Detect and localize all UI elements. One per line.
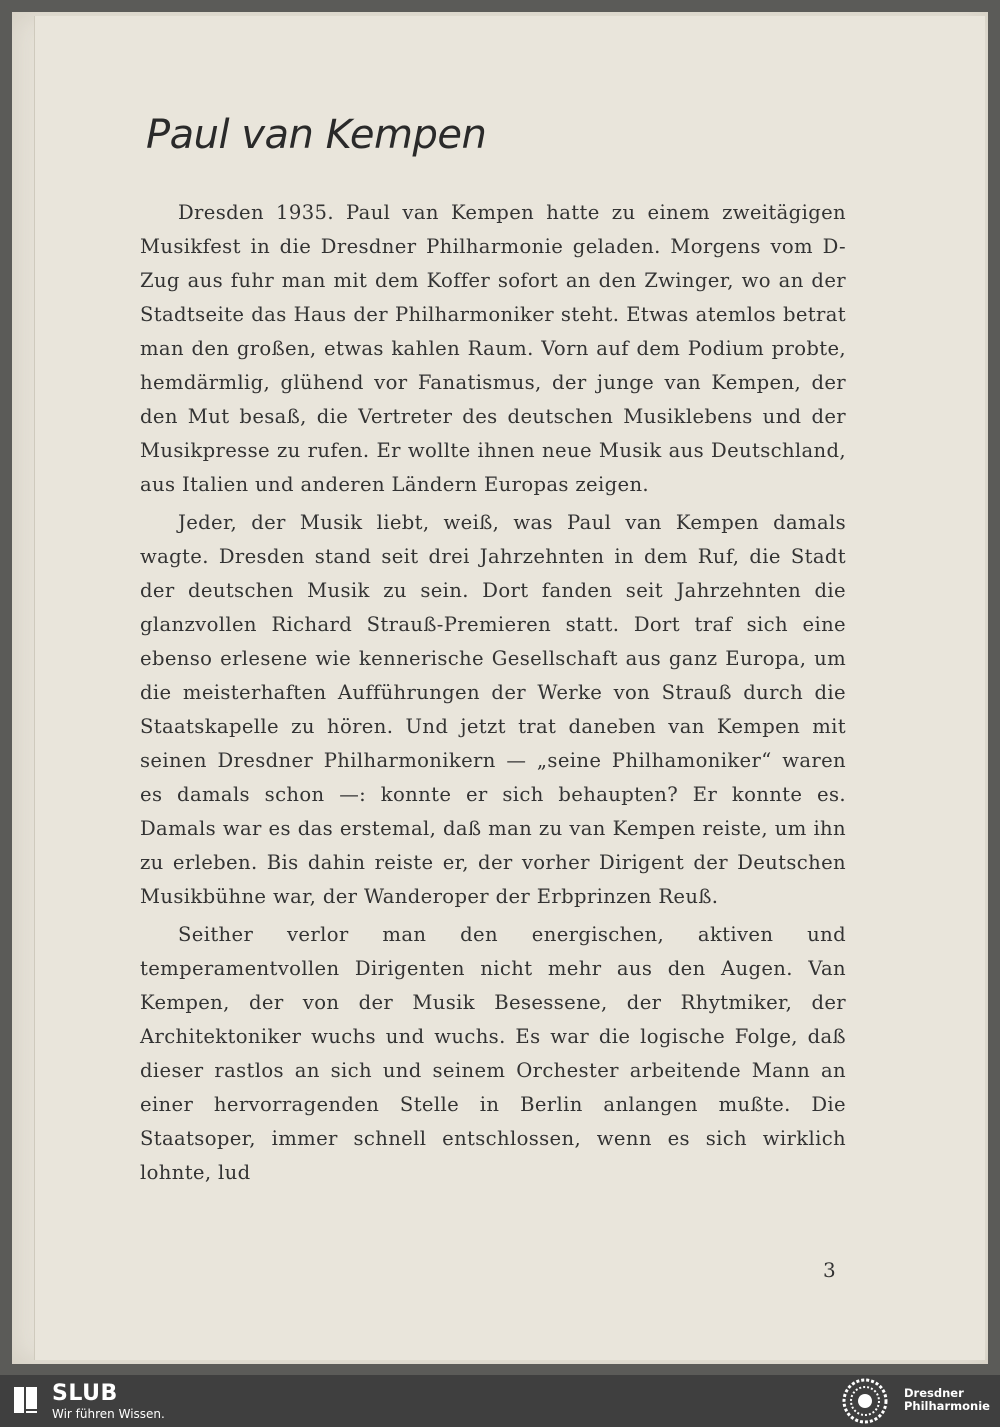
page-number: 3: [823, 1258, 836, 1282]
footer-bar: [0, 1375, 1000, 1427]
partner-name-line1: Dresdner: [904, 1386, 964, 1400]
paragraph-1: Dresden 1935. Paul van Kempen hatte zu einem zweitägigen Musikfest in die Dresdner Philharmonie geladen. Morgens vom D-Zug aus fuhr man mit dem Koffer sofort an den Zwinger, wo an der Stadtseite das Haus der Philharmoniker steht. Etwas atemlos betrat man den großen, etwas kahlen Raum. Vorn auf dem Podium probte, hemdärmlig, glühend vor Fanatismus, der junge van Kempen, der den Mut besaß, die Vertreter des deutschen Musiklebens und der Musikpresse zu rufen. Er wollte ihnen neue Musik aus Deutschland, aus Italien und anderen Ländern Europas zeigen.: [140, 201, 846, 496]
partner-name-line2: Philharmonie: [904, 1399, 990, 1413]
partner-name[interactable]: [904, 1387, 1000, 1413]
slub-slogan: Wir führen Wissen.: [52, 1407, 165, 1421]
page-title: Paul van Kempen: [146, 112, 487, 158]
slub-logo-icon[interactable]: [12, 1383, 40, 1417]
slub-name[interactable]: SLUB: [52, 1381, 118, 1406]
dresdner-philharmonie-logo-icon[interactable]: [840, 1377, 890, 1425]
paragraph-2: Jeder, der Musik liebt, weiß, was Paul van Kempen damals wagte. Dresden stand seit drei Jahrzehnten in dem Ruf, die Stadt der deutschen Musik zu sein. Dort fanden seit Jahrzehnten die glanzvollen Richard Strauß-Premieren statt. Dort traf sich eine ebenso erlesene wie kennerische Gesellschaft aus ganz Europa, um die meisterhaften Aufführungen der Werke von Strauß durch die Staatskapelle zu hören. Und jetzt trat daneben van Kempen mit seinen Dresdner Philharmonikern — „seine Philhamoniker“ waren es damals schon —: konnte er sich behaupten? Er konnte es. Damals war es das erstemal, daß man zu van Kempen reiste, um ihn zu erleben. Bis dahin reiste er, der vorher Dirigent der Deutschen Musikbühne war, der Wanderoper der Erbprinzen Reuß.: [140, 511, 846, 908]
article-body: [140, 196, 846, 1194]
paragraph-3: Seither verlor man den energischen, aktiven und temperamentvollen Dirigenten nicht mehr aus den Augen. Van Kempen, der von der Musik Besessene, der Rhytmiker, der Architektoniker wuchs und wuchs. Es war die logische Folge, daß dieser rastlos an sich und seinem Orchester arbeitende Mann an einer hervorragenden Stelle in Berlin anlangen mußte. Die Staatsoper, immer schnell entschlossen, wenn es sich wirklich lohnte, lud: [140, 923, 846, 1184]
